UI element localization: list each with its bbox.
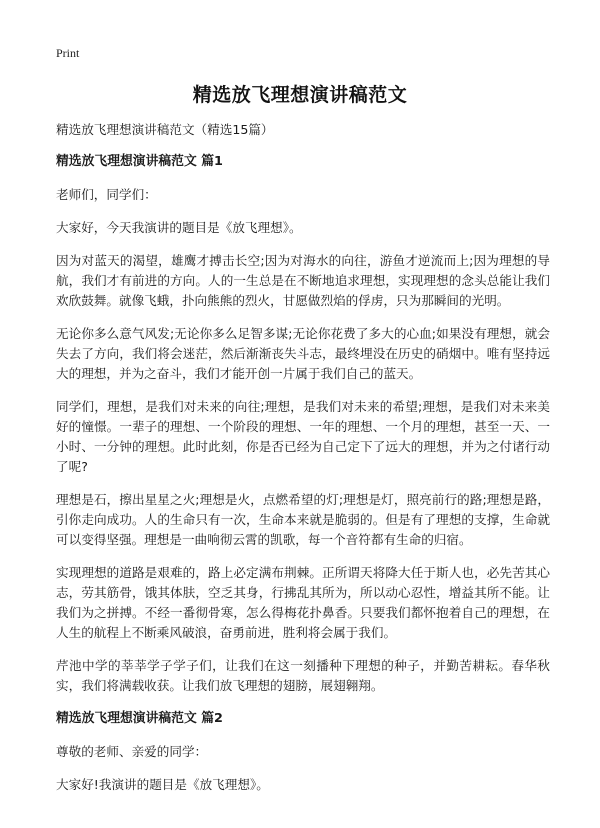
document-subtitle: 精选放飞理想演讲稿范文（精选15篇） <box>56 122 274 137</box>
document-body <box>56 120 550 808</box>
paragraph: 芹池中学的莘莘学子学子们，让我们在这一刻播种下理想的种子，并勤苦耕耘。春华秋实，我们将满载收获。让我们放飞理想的翅膀，展翅翱翔。 <box>56 658 550 693</box>
paragraph: 同学们，理想，是我们对未来的向往;理想，是我们对未来的希望;理想，是我们对未来美好的憧憬。一辈子的理想、一个阶段的理想、一年的理想、一个月的理想，甚至一天、一小时、一分钟的理想。此时此刻，你是否已经为自己定下了远大的理想，并为之付诸行动了呢? <box>56 399 550 474</box>
paragraph: 尊敬的老师、亲爱的同学： <box>56 744 208 759</box>
paragraph: 理想是石，擦出星星之火;理想是火，点燃希望的灯;理想是灯，照亮前行的路;理想是路，引你走向成功。人的生命只有一次，生命本来就是脆弱的。但是有了理想的支撑，生命就可以变得坚强。理想是一曲响彻云霄的凯歌，每一个音符都有生命的归宿。 <box>56 492 550 547</box>
document-title: 精选放飞理想演讲稿范文 <box>192 84 408 106</box>
section-heading-2: 精选放飞理想演讲稿范文 篇2 <box>56 711 223 726</box>
paragraph: 大家好!我演讲的题目是《放飞理想》。 <box>56 777 269 792</box>
paragraph: 因为对蓝天的渴望，雄鹰才搏击长空;因为对海水的向往，游鱼才逆流而上;因为理想的导航，我们才有前进的方向。人的一生总是在不断地追求理想，实现理想的念头总能让我们欢欣鼓舞。就像飞蛾，扑向熊熊的烈火，甘愿做烈焰的俘虏，只为那瞬间的光明。 <box>56 253 550 308</box>
section-heading-1: 精选放飞理想演讲稿范文 篇1 <box>56 154 223 169</box>
paragraph: 大家好，今天我演讲的题目是《放飞理想》。 <box>56 220 302 235</box>
paragraph: 老师们，同学们： <box>56 187 157 202</box>
paragraph: 无论你多么意气风发;无论你多么足智多谋;无论你花费了多大的心血;如果没有理想，就会失去了方向，我们将会迷茫，然后渐渐丧失斗志，最终埋没在历史的硝烟中。唯有坚持远大的理想，并为之奋斗，我们才能开创一片属于我们自己的蓝天。 <box>56 326 550 381</box>
paragraph: 实现理想的道路是艰难的，路上必定满布荆棘。正所谓天将降大任于斯人也，必先苦其心志，劳其筋骨，饿其体肤，空乏其身，行拂乱其所为，所以动心忍性，增益其所不能。让我们为之拼搏。不经一番彻骨寒，怎么得梅花扑鼻香。只要我们都怀抱着自己的理想，在人生的航程上不断乘风破浪，奋勇前进，胜利将会属于我们。 <box>56 565 550 640</box>
print-label: Print <box>56 46 80 60</box>
